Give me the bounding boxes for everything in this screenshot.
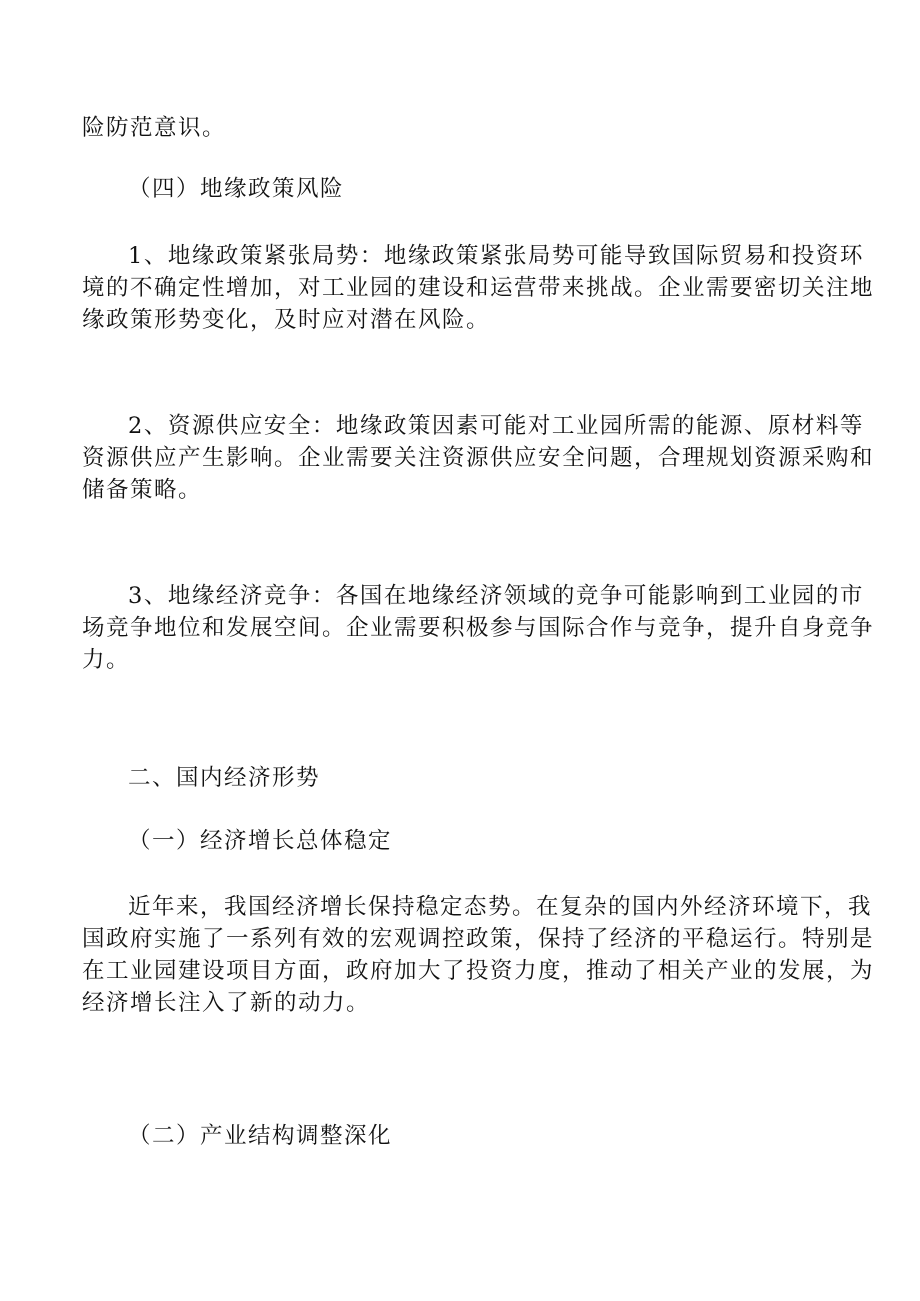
- paragraph-continuation: [82, 112, 838, 173]
- text-line: 力。: [82, 647, 131, 673]
- text-line: 储备策略。: [82, 477, 203, 503]
- text-line: 场竞争地位和发展空间。企业需要积极参与国际合作与竞争，提升自身竞争: [82, 615, 875, 641]
- paragraph-growth-details: [82, 891, 875, 1048]
- text-line: 资源供应产生影响。企业需要关注资源供应安全问题，合理规划资源采购和: [82, 445, 875, 471]
- paragraph-geoeconomic-competition: [82, 580, 875, 705]
- paragraph-geopolitical-tension: [82, 240, 875, 365]
- paragraph-resource-supply: [82, 410, 875, 535]
- text-line: 近年来，我国经济增长保持稳定态势。在复杂的国内外经济环境下，我: [128, 894, 873, 920]
- heading-domestic-economy: 二、国内经济形势: [128, 765, 321, 791]
- text-line: 经济增长注入了新的动力。: [82, 990, 371, 1016]
- heading-stable-growth: （一）经济增长总体稳定: [128, 828, 393, 854]
- heading-geopolitical-risk: （四）地缘政策风险: [128, 176, 345, 202]
- text-line: 缘政策形势变化，及时应对潜在风险。: [82, 307, 491, 333]
- text-line: 1、地缘政策紧张局势：地缘政策紧张局势可能导致国际贸易和投资环: [128, 243, 864, 269]
- text-line: 在工业园建设项目方面，政府加大了投资力度，推动了相关产业的发展，为: [82, 958, 875, 984]
- text-line: 国政府实施了一系列有效的宏观调控政策，保持了经济的平稳运行。特别是: [82, 926, 875, 952]
- text-line: 3、地缘经济竞争：各国在地缘经济领域的竞争可能影响到工业园的市: [128, 583, 864, 609]
- text-line: 险防范意识。: [82, 115, 227, 141]
- heading-industrial-structure: （二）产业结构调整深化: [128, 1123, 393, 1149]
- text-line: 境的不确定性增加，对工业园的建设和运营带来挑战。企业需要密切关注地: [82, 275, 875, 301]
- text-line: 2、资源供应安全：地缘政策因素可能对工业园所需的能源、原材料等: [128, 413, 864, 439]
